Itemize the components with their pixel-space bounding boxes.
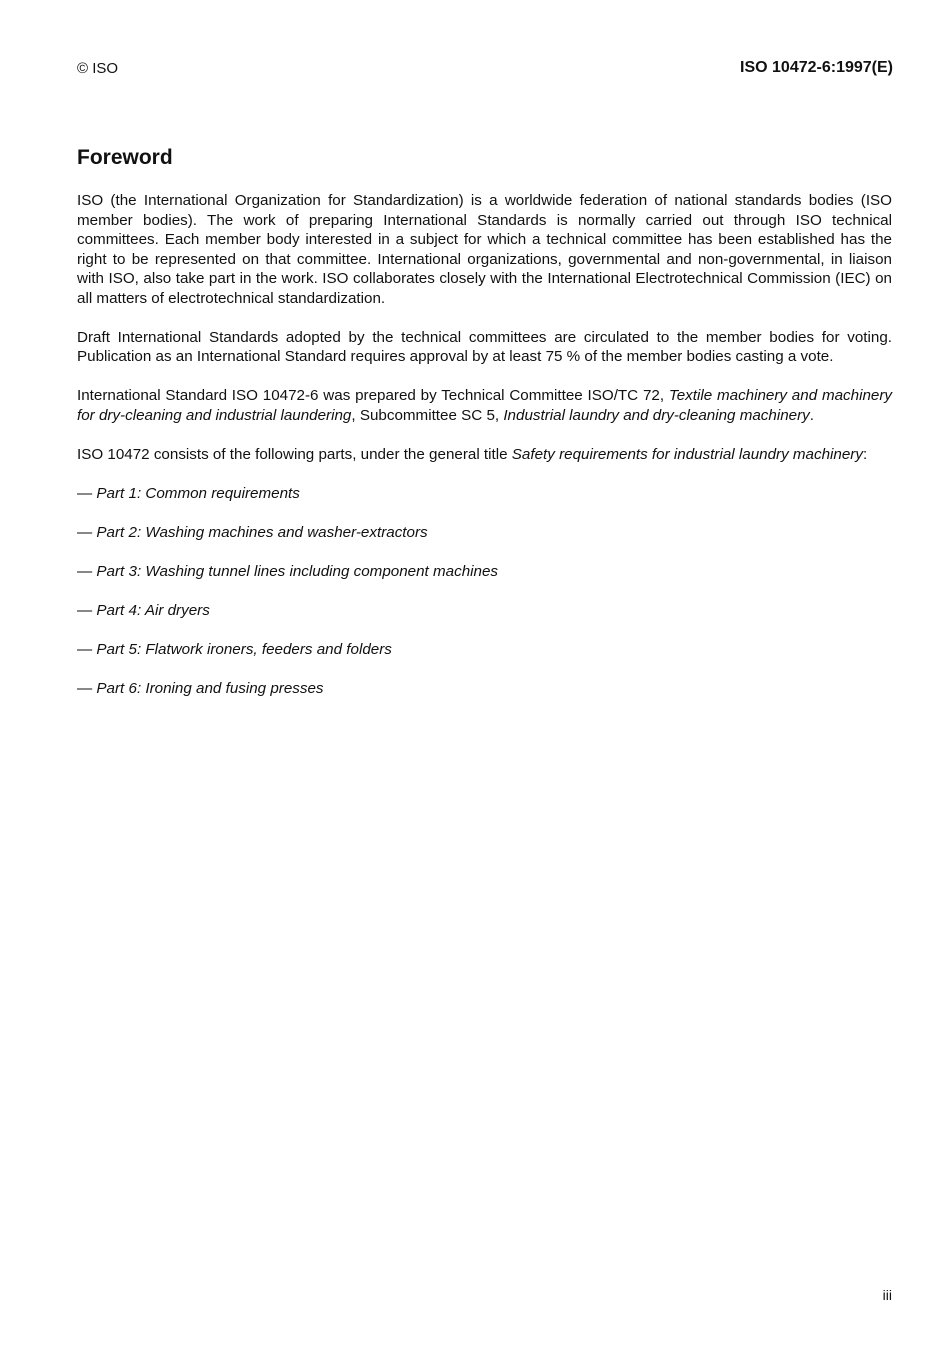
list-dash: — <box>77 640 97 658</box>
list-item <box>77 679 892 699</box>
parts-list <box>77 484 892 699</box>
paragraph-iso-description: ISO (the International Organization for Standardization) is a worldwide federation of national standards bodies (ISO member bodies). The work of preparing International Standards is normally carried out through ISO technical committees. Each member body interested in a subject for which a technical committee has been established has the right to be represented on that committee. International organizations, governmental and non-governmental, in liaison with ISO, also take part in the work. ISO collaborates closely with the International Electrotechnical Commission (IEC) on all matters of electrotechnical standardization. <box>77 192 892 307</box>
paragraph-draft-standards: Draft International Standards adopted by the technical committees are circulated to the member bodies for voting. Publication as an International Standard requires approval by at least 75 % of the member bodies casting a vote. <box>77 328 892 365</box>
paragraph-preparation <box>77 386 892 425</box>
general-title: Safety requirements for industrial laundry machinery <box>511 445 863 463</box>
period: . <box>809 406 815 424</box>
list-item <box>77 562 892 582</box>
header-standard-number: ISO 10472-6:1997(E) <box>740 59 893 76</box>
part-title: Part 6: Ironing and fusing presses <box>96 679 324 697</box>
list-item <box>77 523 892 543</box>
header-copyright: © ISO <box>77 60 119 77</box>
committee-title: Textile machinery and machinery for dry-cleaning and industrial laundering <box>77 387 892 424</box>
list-item <box>77 601 892 621</box>
foreword-body <box>77 191 892 718</box>
list-dash: — <box>77 562 97 580</box>
list-item <box>77 484 892 504</box>
preparation-text: International Standard ISO 10472-6 was prepared by Technical Committee ISO/TC 72, <box>77 387 669 404</box>
colon: : <box>862 445 868 463</box>
list-dash: — <box>77 601 97 619</box>
part-title: Part 3: Washing tunnel lines including component machines <box>96 562 499 580</box>
subcommittee-text: , Subcommittee SC 5, <box>351 406 504 424</box>
page-number: iii <box>882 1287 892 1303</box>
subcommittee-title: Industrial laundry and dry-cleaning machinery <box>503 406 810 424</box>
part-title: Part 5: Flatwork ironers, feeders and folders <box>96 640 392 658</box>
list-item <box>77 640 892 660</box>
paragraph-parts-intro <box>77 445 892 465</box>
part-title: Part 1: Common requirements <box>96 484 300 502</box>
part-title: Part 2: Washing machines and washer-extractors <box>96 523 428 541</box>
list-dash: — <box>77 523 97 541</box>
part-title: Part 4: Air dryers <box>96 601 210 619</box>
page-title: Foreword <box>77 146 173 169</box>
list-dash: — <box>77 679 97 697</box>
list-dash: — <box>77 484 97 502</box>
parts-intro-text: ISO 10472 consists of the following parts, under the general title <box>77 445 512 463</box>
